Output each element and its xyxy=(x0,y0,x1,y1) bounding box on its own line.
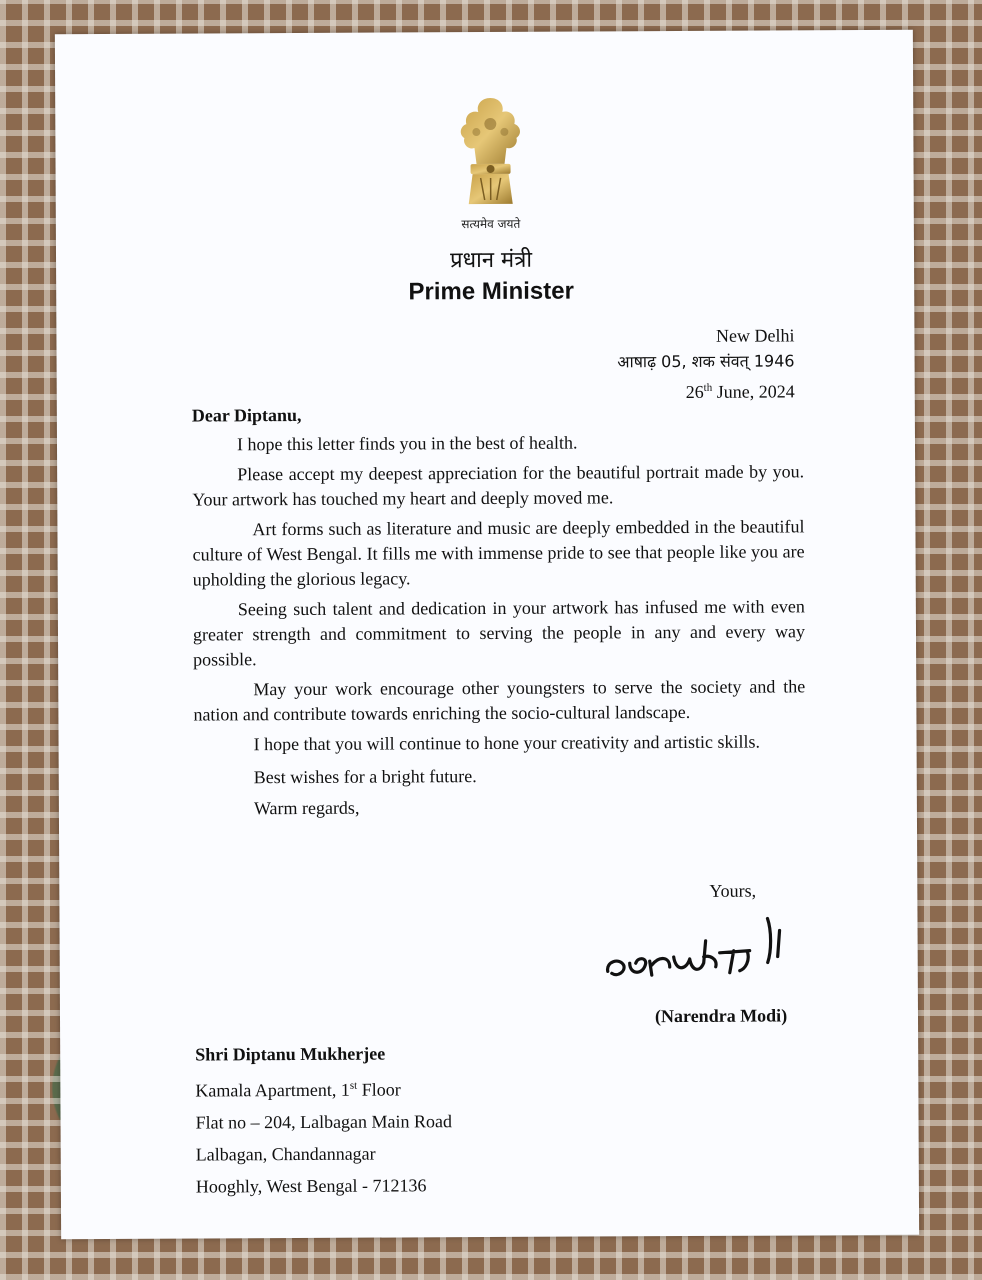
floor-ordinal: st xyxy=(349,1079,358,1092)
paragraph: Please accept my deepest appreciation for the beautiful portrait made by you. Your artwork has touched my heart and deeply moved me. xyxy=(192,461,805,510)
recipient-address xyxy=(195,1037,452,1202)
paragraph: I hope that you will continue to hone your creativity and artistic skills. xyxy=(253,731,761,755)
hindi-date: आषाढ़ 05, शक संवत् 1946 xyxy=(617,351,795,372)
address-line-3: Lalbagan, Chandannagar xyxy=(195,1143,376,1165)
signer-name: (Narendra Modi) xyxy=(654,1005,788,1027)
address-line-4: Hooghly, West Bengal - 712136 xyxy=(195,1175,427,1197)
salutation: Dear Diptanu, xyxy=(191,404,302,426)
address-line-1-text: Kamala Apartment, 1 xyxy=(195,1079,350,1101)
address-line-1-floor: Floor xyxy=(357,1079,401,1100)
national-emblem-icon xyxy=(450,94,531,214)
paragraph: Seeing such talent and dedication in your artwork has infused me with even greater strength and commitment to serving the people in any and every way possible. xyxy=(192,596,806,670)
address-line-2: Flat no – 204, Lalbagan Main Road xyxy=(195,1111,453,1133)
office-title-hindi: प्रधान मंत्री xyxy=(449,247,533,274)
valediction: Yours, xyxy=(709,880,757,901)
date-day: 26 xyxy=(685,381,704,402)
best-wishes: Best wishes for a bright future. xyxy=(253,766,477,788)
place: New Delhi xyxy=(715,325,795,346)
office-title-english: Prime Minister xyxy=(408,277,574,306)
paragraph: Art forms such as literature and music are deeply embedded in the beautiful culture of West Bengal. It fills me with immense pride to see that people like you are upholding the glorious legacy. xyxy=(192,516,805,590)
date-block xyxy=(617,322,795,405)
emblem-motto: सत्यमेव जयते xyxy=(461,216,521,232)
paragraph: I hope this letter finds you in the best of health. xyxy=(236,432,578,455)
address-line-1 xyxy=(195,1069,452,1106)
signature-image xyxy=(599,900,800,1001)
paragraph: May your work encourage other youngsters to serve the society and the nation and contribute towards enriching the socio-cultural landscape. xyxy=(193,676,806,725)
letter-body xyxy=(192,400,806,824)
date-month-year: June, 2024 xyxy=(712,381,795,402)
recipient-name: Shri Diptanu Mukherjee xyxy=(195,1043,386,1065)
warm-regards: Warm regards, xyxy=(253,797,360,819)
date-day-suffix: th xyxy=(703,381,713,394)
letter-paper xyxy=(55,30,919,1239)
